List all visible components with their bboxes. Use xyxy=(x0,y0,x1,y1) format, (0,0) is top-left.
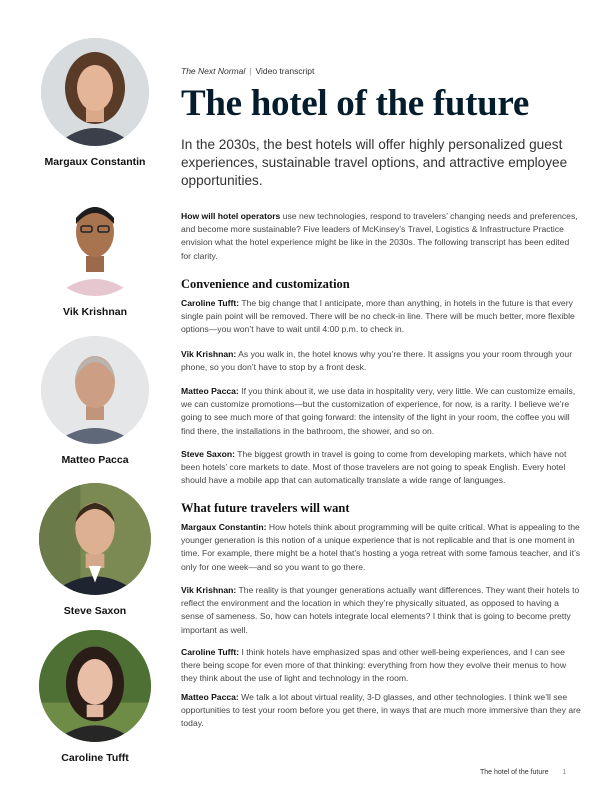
transcript-paragraph xyxy=(181,646,581,686)
speaker-name: Margaux Constantin: xyxy=(181,522,267,532)
avatar xyxy=(41,336,149,444)
quote-text: The reality is that younger generations actually want differences. They want their hotels to reflect the environment and the location in which they’re physically situated, as opposed to having a sense of sameness. So, how can hotels integrate local elements? I think that is going to become pretty important as well. xyxy=(181,585,580,635)
portrait-image xyxy=(41,336,149,444)
quote-text: We talk a lot about virtual reality, 3-D glasses, and other technologies. I think we’ll see opportunities to test your room before you get there, in ways that are much more immersive than they are today. xyxy=(181,692,581,729)
page-number: 1 xyxy=(562,769,567,776)
section-heading: What future travelers will want xyxy=(181,501,350,515)
content-type-label: Video transcript xyxy=(255,66,315,76)
speaker-name: Matteo Pacca: xyxy=(181,386,239,396)
quote-text: The biggest growth in travel is going to come from developing markets, which have not been hotels’ core markets to date. Most of those travelers are not going to speak English. Every hotel should have a mobile app that can automatically translate a wide range of languages. xyxy=(181,449,567,486)
transcript-paragraph xyxy=(181,584,581,637)
dek: In the 2030s, the best hotels will offer highly personalized guest experiences, sustainable travel options, and attractive employee opportunities. xyxy=(181,137,568,188)
portrait-image xyxy=(39,483,151,595)
portrait-image xyxy=(41,188,149,296)
person-steve-saxon xyxy=(30,483,160,617)
speaker-name: Matteo Pacca: xyxy=(181,692,239,702)
transcript-paragraph xyxy=(181,297,581,337)
speaker-name: Vik Krishnan: xyxy=(181,585,237,595)
avatar xyxy=(39,630,151,742)
section-heading: Convenience and customization xyxy=(181,277,350,291)
person-name: Caroline Tufft xyxy=(61,752,129,764)
page-title: The hotel of the future xyxy=(181,83,529,124)
person-name: Margaux Constantin xyxy=(44,156,146,168)
transcript-paragraph xyxy=(181,348,581,374)
intro-text: use new technologies, respond to travelers’ changing needs and preferences, and become more sustainable? Five leaders of McKinsey’s Travel, Logistics & Infrastructure Practice envision what the hotel experience might be like in the 2030s. The following transcript has been edited for clarity. xyxy=(181,211,578,261)
avatar xyxy=(39,483,151,595)
person-name: Matteo Pacca xyxy=(61,454,129,466)
avatar xyxy=(41,188,149,296)
series-name: The Next Normal xyxy=(181,66,246,76)
speaker-name: Caroline Tufft: xyxy=(181,298,240,308)
person-name: Steve Saxon xyxy=(63,605,127,617)
quote-text: How hotels think about programming will be quite critical. What is appealing to the younger generation is this notion of a unique experience that is not replicable and that is one moment in time. For example, there might be a hotel that’s hosting a yoga retreat with some famous teacher, and it’s only for one week—and so you want to go there. xyxy=(181,522,581,572)
footer-title: The hotel of the future xyxy=(480,769,549,776)
person-vik-krishnan xyxy=(30,188,160,318)
quote-text: I think hotels have emphasized spas and other well-being experiences, and I can see there being scope for even more of that thinking: everything from how they evolve their menus to how they think about the use of light and technology in the room. xyxy=(181,647,567,684)
transcript-paragraph xyxy=(181,691,581,731)
person-margaux-constantin xyxy=(30,38,160,168)
person-matteo-pacca xyxy=(30,336,160,466)
intro-lead: How will hotel operators xyxy=(181,211,281,221)
intro-paragraph xyxy=(181,210,581,263)
speaker-name: Steve Saxon: xyxy=(181,449,235,459)
speaker-name: Vik Krishnan: xyxy=(181,349,237,359)
person-name: Vik Krishnan xyxy=(63,306,127,318)
portrait-image xyxy=(39,630,151,742)
portrait-image xyxy=(41,38,149,146)
speaker-name: Caroline Tufft: xyxy=(181,647,240,657)
quote-text: If you think about it, we use data in hospitality very, very little. We can customize emails, we can customize promotions—but the customization of experience, for now, is a rarity. I believe we’re going to see much more of that going forward: the intensity of the light in your room, the coffee you will find there, the installations in the bathroom, the shower, and so on. xyxy=(181,386,576,436)
transcript-paragraph xyxy=(181,448,581,488)
quote-text: The big change that I anticipate, more than anything, in hotels in the future is that every single pain point will be removed. There will be no check-in line. There will be much better, more flexible options—you won’t have to wait until 4:00 p.m. to check in. xyxy=(181,298,575,335)
transcript-paragraph xyxy=(181,521,581,574)
page-footer xyxy=(480,769,566,776)
kicker xyxy=(181,66,314,76)
person-caroline-tufft xyxy=(30,630,160,764)
transcript-paragraph xyxy=(181,385,581,438)
kicker-separator: | xyxy=(249,66,252,76)
avatar xyxy=(41,38,149,146)
quote-text: As you walk in, the hotel knows why you’re there. It assigns you your room through your phone, so you don’t have to stop by a front desk. xyxy=(181,349,573,373)
